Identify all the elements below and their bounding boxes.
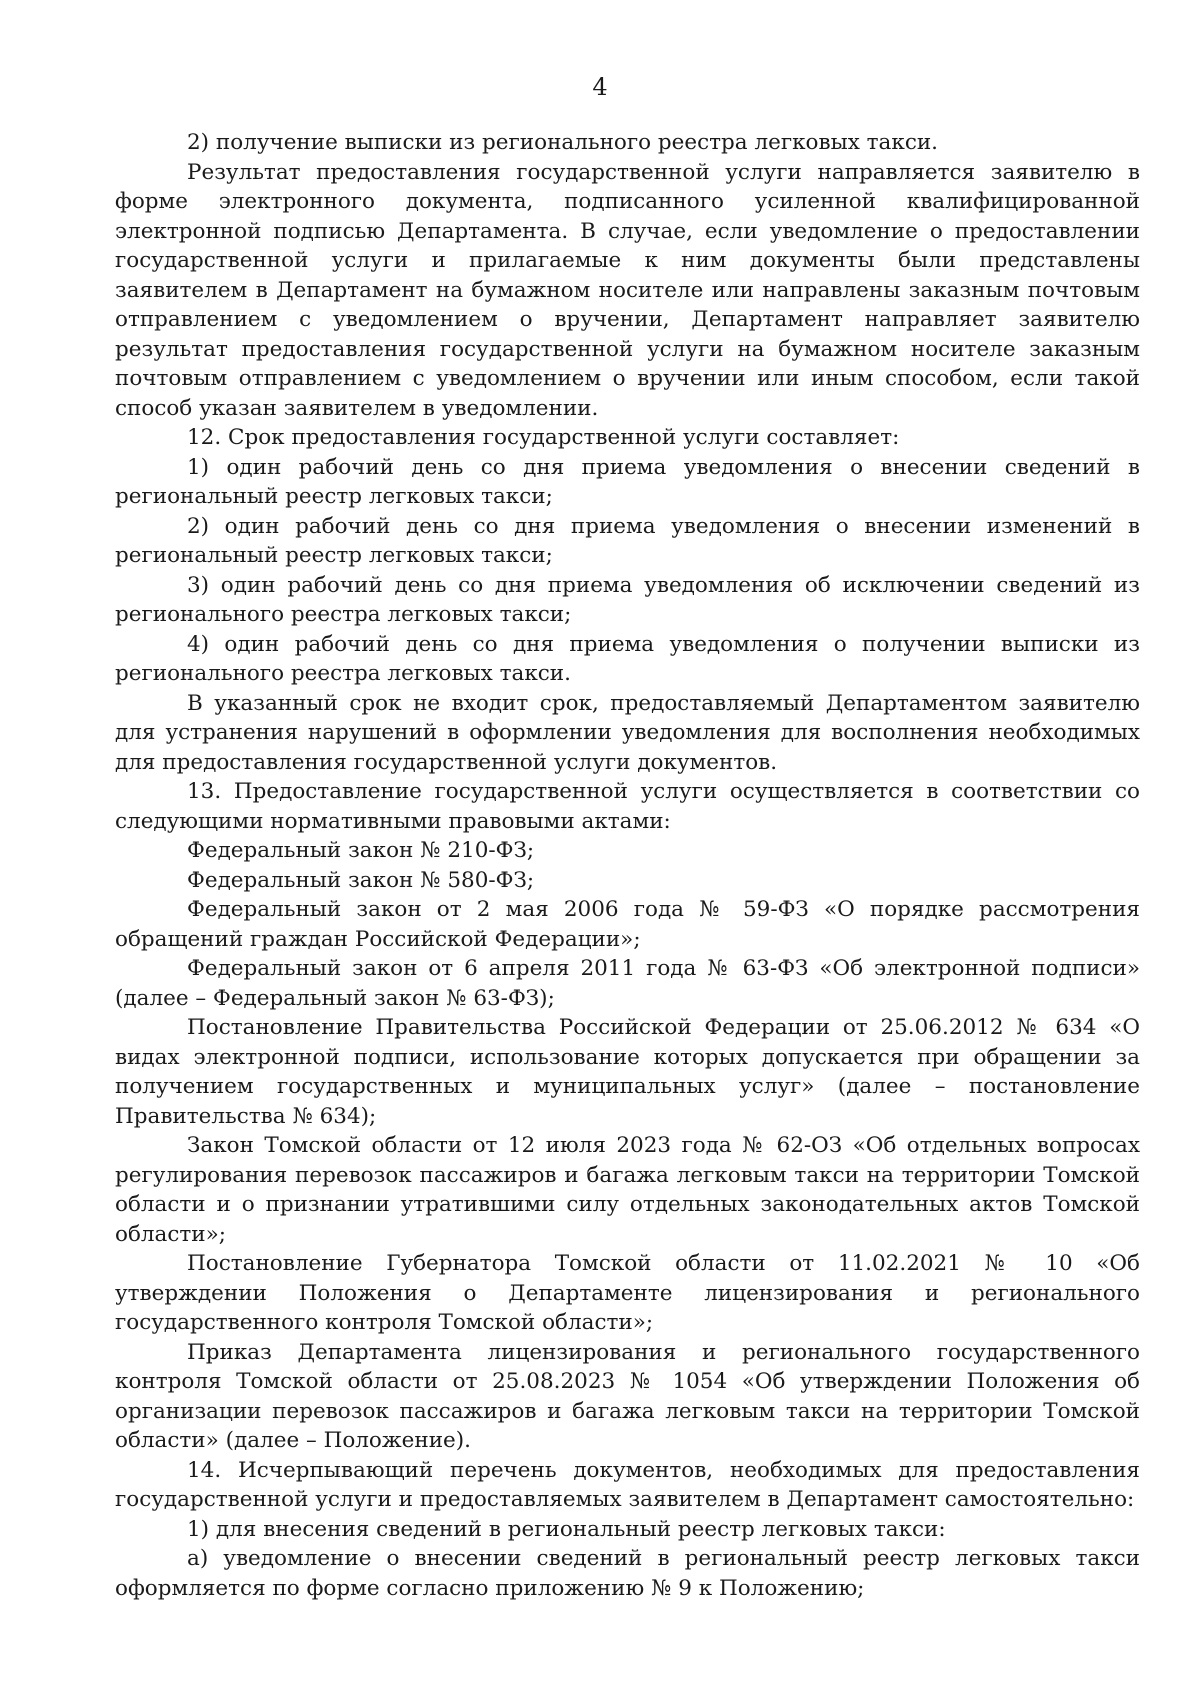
paragraph-law-59: Федеральный закон от 2 мая 2006 года № 59-ФЗ «О порядке рассмотрения обращений граждан Российской Федерации»; <box>115 897 1140 952</box>
paragraph-term-3: 3) один рабочий день со дня приема уведомления об исключении сведений из регионального реестра легковых такси; <box>115 572 1140 627</box>
paragraph-section-14: 14. Исчерпывающий перечень документов, необходимых для предоставления государственной услуги и предоставляемых заявителем в Департамент самостоятельно: <box>115 1457 1140 1512</box>
paragraph-law-210: Федеральный закон № 210-ФЗ; <box>187 838 535 863</box>
paragraph-list-item-a: а) уведомление о внесении сведений в региональный реестр легковых такси оформляется по форме согласно приложению № 9 к Положению; <box>115 1546 1140 1601</box>
paragraph-section-13: 13. Предоставление государственной услуги осуществляется в соответствии со следующими нормативными правовыми актами: <box>115 779 1140 834</box>
paragraph-list-item-1: 1) для внесения сведений в региональный реестр легковых такси: <box>187 1516 946 1542</box>
paragraph-law-580: Федеральный закон № 580-ФЗ; <box>187 867 535 893</box>
paragraph-governor-decree-10: Постановление Губернатора Томской области от 11.02.2021 № 10 «Об утверждении Положения о Департаменте лицензирования и регионального государственного контроля Томской области»; <box>115 1251 1140 1335</box>
document-body <box>115 128 1140 1603</box>
paragraph-item-2-result: 2) получение выписки из регионального реестра легковых такси. <box>187 130 939 155</box>
paragraph-section-12: 12. Срок предоставления государственной услуги составляет: <box>187 425 900 450</box>
page-number: 4 <box>592 73 608 101</box>
paragraph-tomsk-law-62: Закон Томской области от 12 июля 2023 года № 62-ОЗ «Об отдельных вопросах регулирования перевозок пассажиров и багажа легковым такси на территории Томской области и о признании утратившими силу отдельных законодательных актов Томской области»; <box>115 1133 1140 1247</box>
paragraph-term-2: 2) один рабочий день со дня приема уведомления о внесении изменений в региональный реестр легковых такси; <box>115 513 1140 568</box>
paragraph-law-63: Федеральный закон от 6 апреля 2011 года № 63-ФЗ «Об электронной подписи» (далее – Федеральный закон № 63-ФЗ); <box>115 956 1140 1011</box>
paragraph-term-1: 1) один рабочий день со дня приема уведомления о внесении сведений в региональный реестр легковых такси; <box>115 454 1140 509</box>
paragraph-term-exclusion: В указанный срок не входит срок, предоставляемый Департаментом заявителю для устранения нарушений в оформлении уведомления для восполнения необходимых для предоставления государственной услуги документов. <box>115 690 1140 775</box>
paragraph-result-delivery: Результат предоставления государственной услуги направляется заявителю в форме электронного документа, подписанного усиленной квалифицированной электронной подписью Департамента. В случае, если уведомление о предоставлении государственной услуги и прилагаемые к ним документы были представлены заявителем в Департамент на бумажном носителе или направлены заказным почтовым отправлением с уведомлением о вручении, Департамент направляет заявителю результат предоставления государственной услуги на бумажном носителе заказным почтовым отправлением с уведомлением о вручении или иным способом, если такой способ указан заявителем в уведомлении. <box>115 159 1140 421</box>
paragraph-decree-634: Постановление Правительства Российской Федерации от 25.06.2012 № 634 «О видах электронной подписи, использование которых допускается при обращении за получением государственных и муниципальных услуг» (далее – постановление Правительства № 634); <box>115 1015 1140 1129</box>
paragraph-term-4: 4) один рабочий день со дня приема уведомления о получении выписки из регионального реестра легковых такси. <box>115 631 1140 686</box>
paragraph-order-1054: Приказ Департамента лицензирования и регионального государственного контроля Томской области от 25.08.2023 № 1054 «Об утверждении Положения об организации перевозок пассажиров и багажа легковым такси на территории Томской области» (далее – Положение). <box>115 1339 1140 1453</box>
